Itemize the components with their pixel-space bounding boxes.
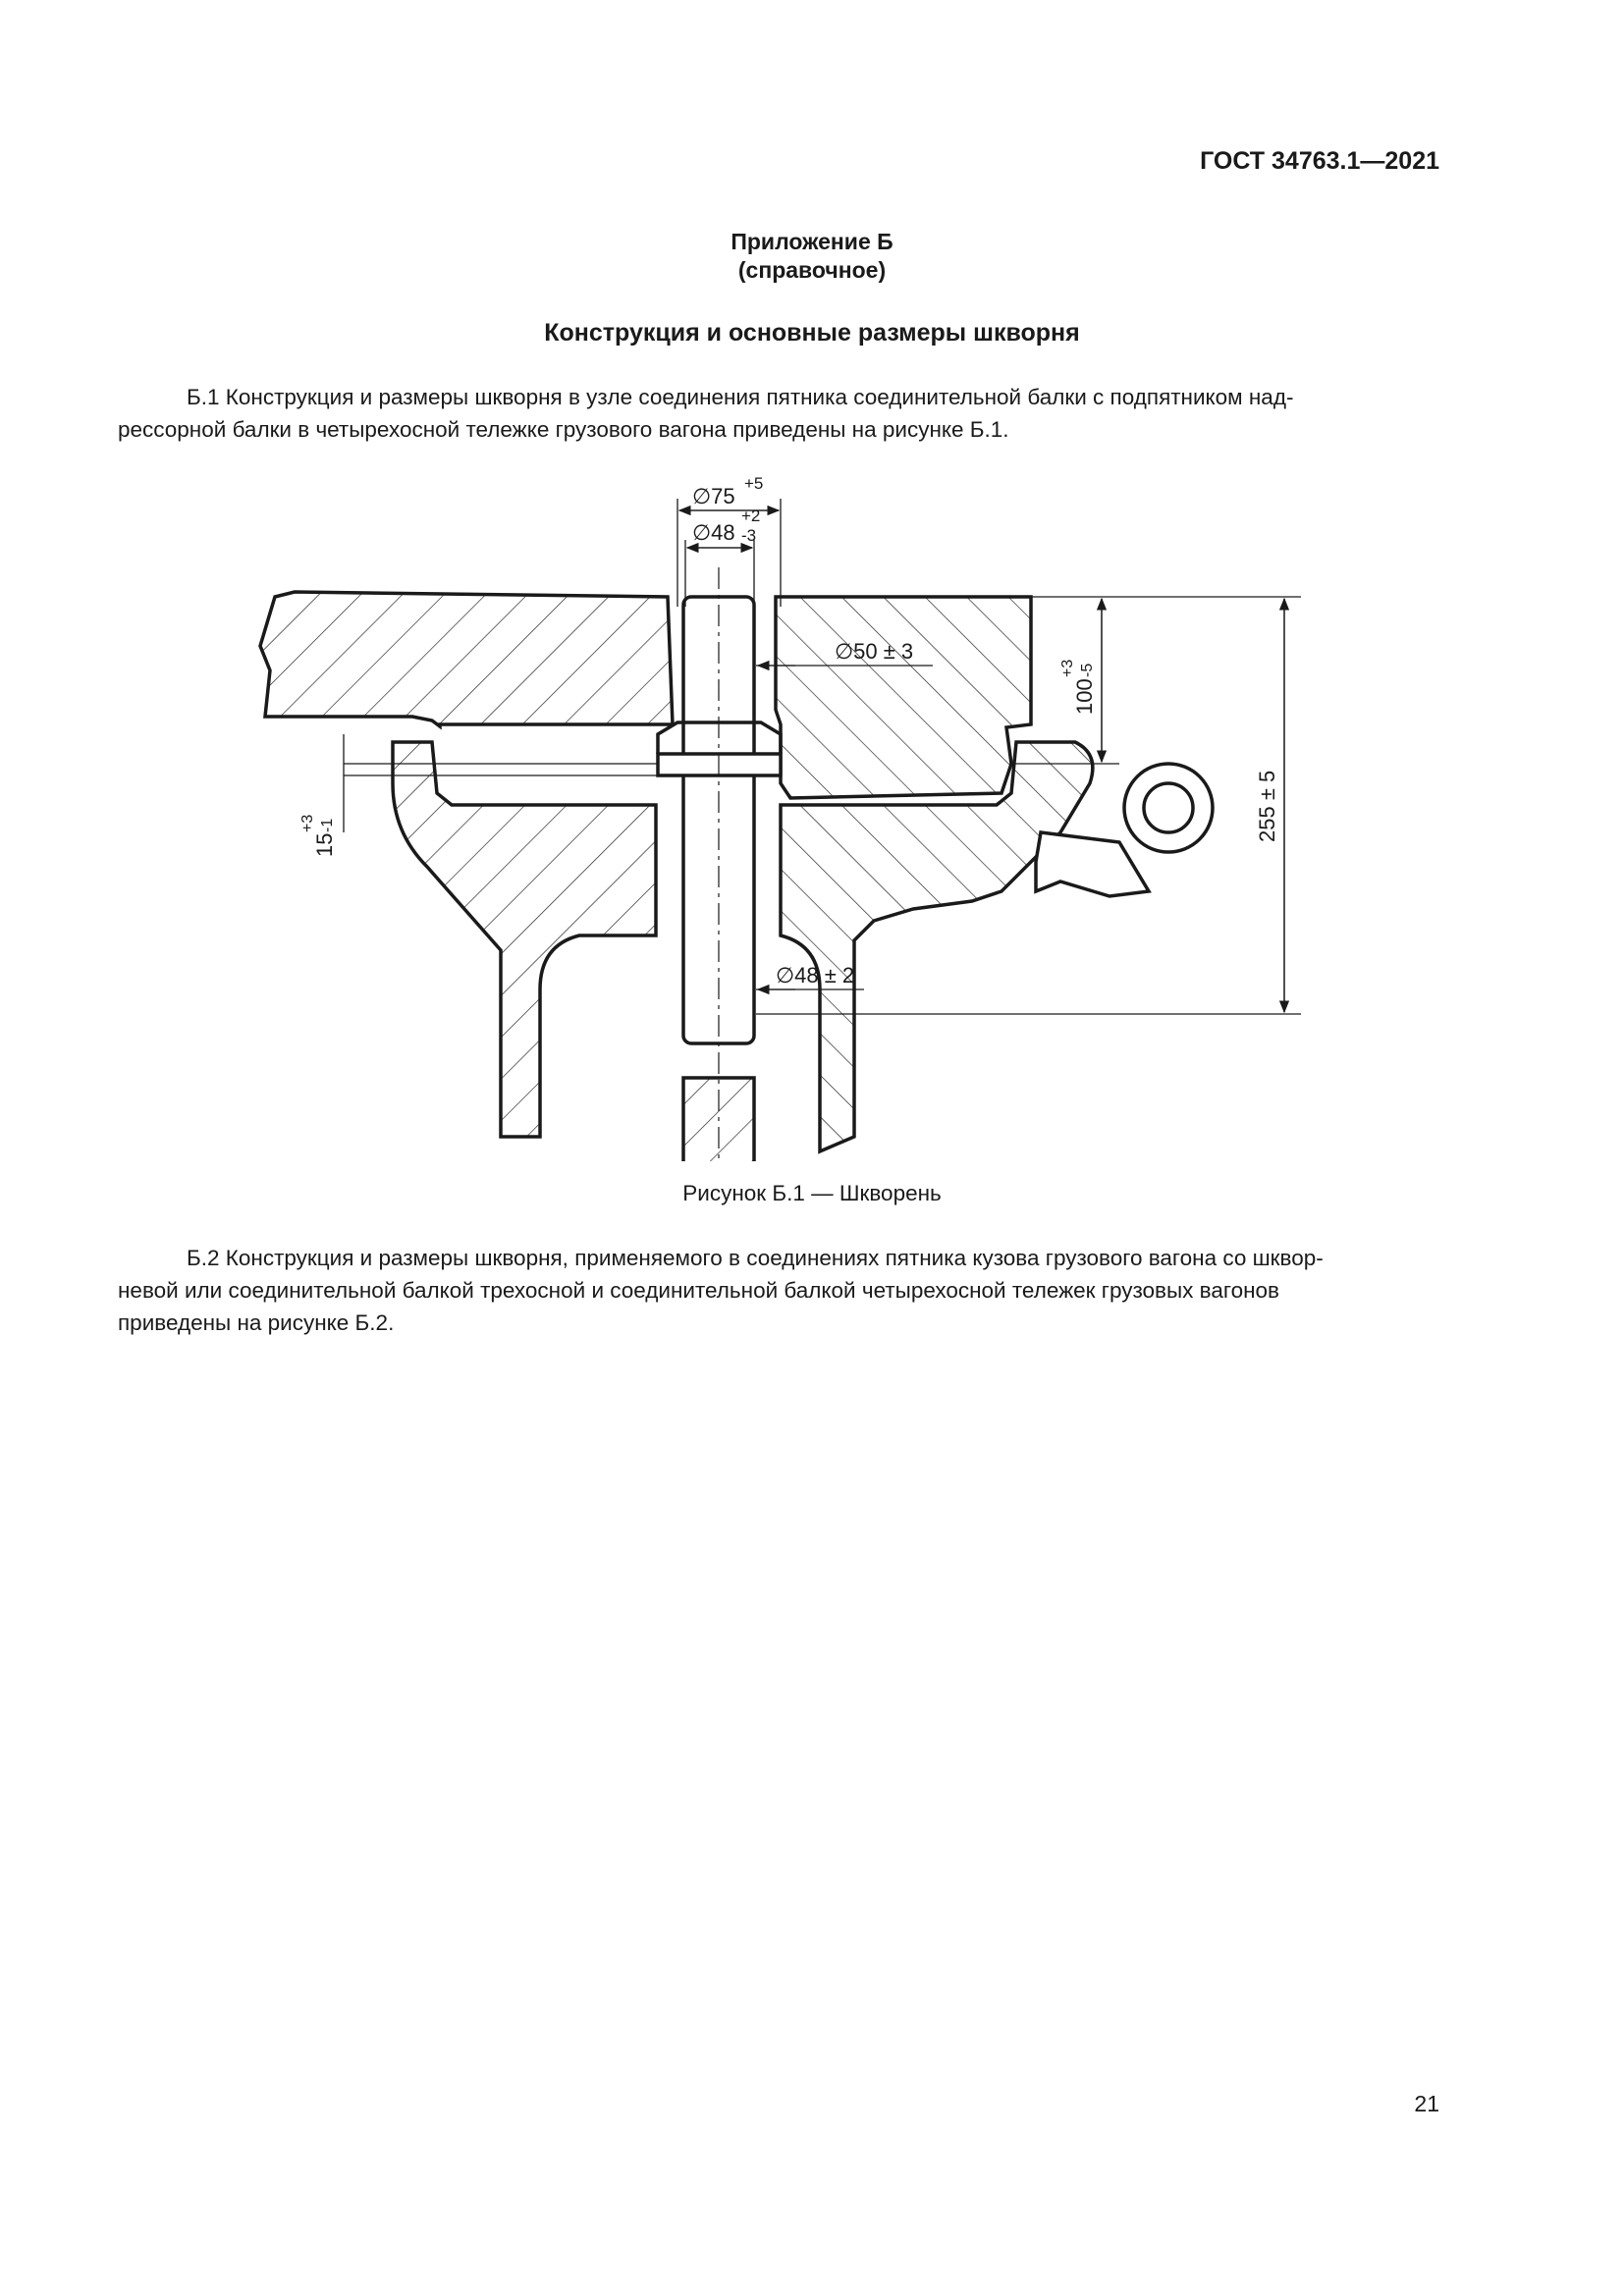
- section-title: Конструкция и основные размеры шкворня: [544, 319, 1080, 347]
- dim-h100: 100: [1072, 678, 1097, 715]
- dim-d75: ∅75: [692, 484, 735, 508]
- annex-title: Приложение Б: [731, 229, 893, 254]
- dim-h100-tol-lower: -5: [1079, 663, 1096, 677]
- dim-h15: 15: [312, 832, 337, 857]
- paragraph-b1-line-1: Б.1 Конструкция и размеры шкворня в узле соединения пятника соединительной балки с подпятником над-: [187, 385, 1294, 409]
- kingpin-drawing: [245, 459, 1345, 1161]
- dim-h100-tol-upper: +3: [1059, 659, 1076, 677]
- dim-h15-tol-lower: -1: [319, 818, 336, 832]
- dim-h255: 255 ± 5: [1255, 770, 1279, 842]
- paragraph-b2-line-2: невой или соединительной балкой трехосной и соединительной балкой четырехосной тележек грузовых вагонов: [118, 1278, 1279, 1303]
- paragraph-b1-line-2: рессорной балки в четырехосной тележке грузового вагона приведены на рисунке Б.1.: [118, 417, 1009, 442]
- paragraph-b2: [118, 1242, 1443, 1339]
- paragraph-b2-line-3: приведены на рисунке Б.2.: [118, 1310, 395, 1335]
- dim-d75-tol: +5: [744, 474, 764, 493]
- upper-beam-right: [776, 597, 1031, 798]
- side-bracket: [1036, 832, 1149, 896]
- paragraph-b2-line-1: Б.2 Конструкция и размеры шкворня, применяемого в соединениях пятника кузова грузового вагона со шквор-: [187, 1246, 1324, 1270]
- annex-subtitle: (справочное): [737, 257, 887, 283]
- dim-d48-bottom: ∅48 ± 2: [776, 963, 855, 988]
- annex-heading: [0, 228, 1624, 285]
- page-number: 21: [1414, 2091, 1439, 2116]
- dim-d48-top-tol-lower: -3: [741, 526, 757, 545]
- upper-beam-left: [260, 592, 673, 726]
- dim-d50: ∅50 ± 3: [835, 639, 914, 664]
- standard-code: ГОСТ 34763.1—2021: [1200, 147, 1439, 175]
- lower-bolster: [393, 742, 656, 1137]
- dim-h15-tol-upper: +3: [299, 814, 316, 832]
- paragraph-b1: [118, 381, 1443, 446]
- side-eye-inner: [1144, 783, 1193, 832]
- dim-d48-top-tol-upper: +2: [741, 507, 761, 525]
- figure-caption: Рисунок Б.1 — Шкворень: [682, 1181, 942, 1205]
- lower-bolster-right: [781, 742, 1093, 1151]
- dim-d48-top: ∅48: [692, 520, 735, 545]
